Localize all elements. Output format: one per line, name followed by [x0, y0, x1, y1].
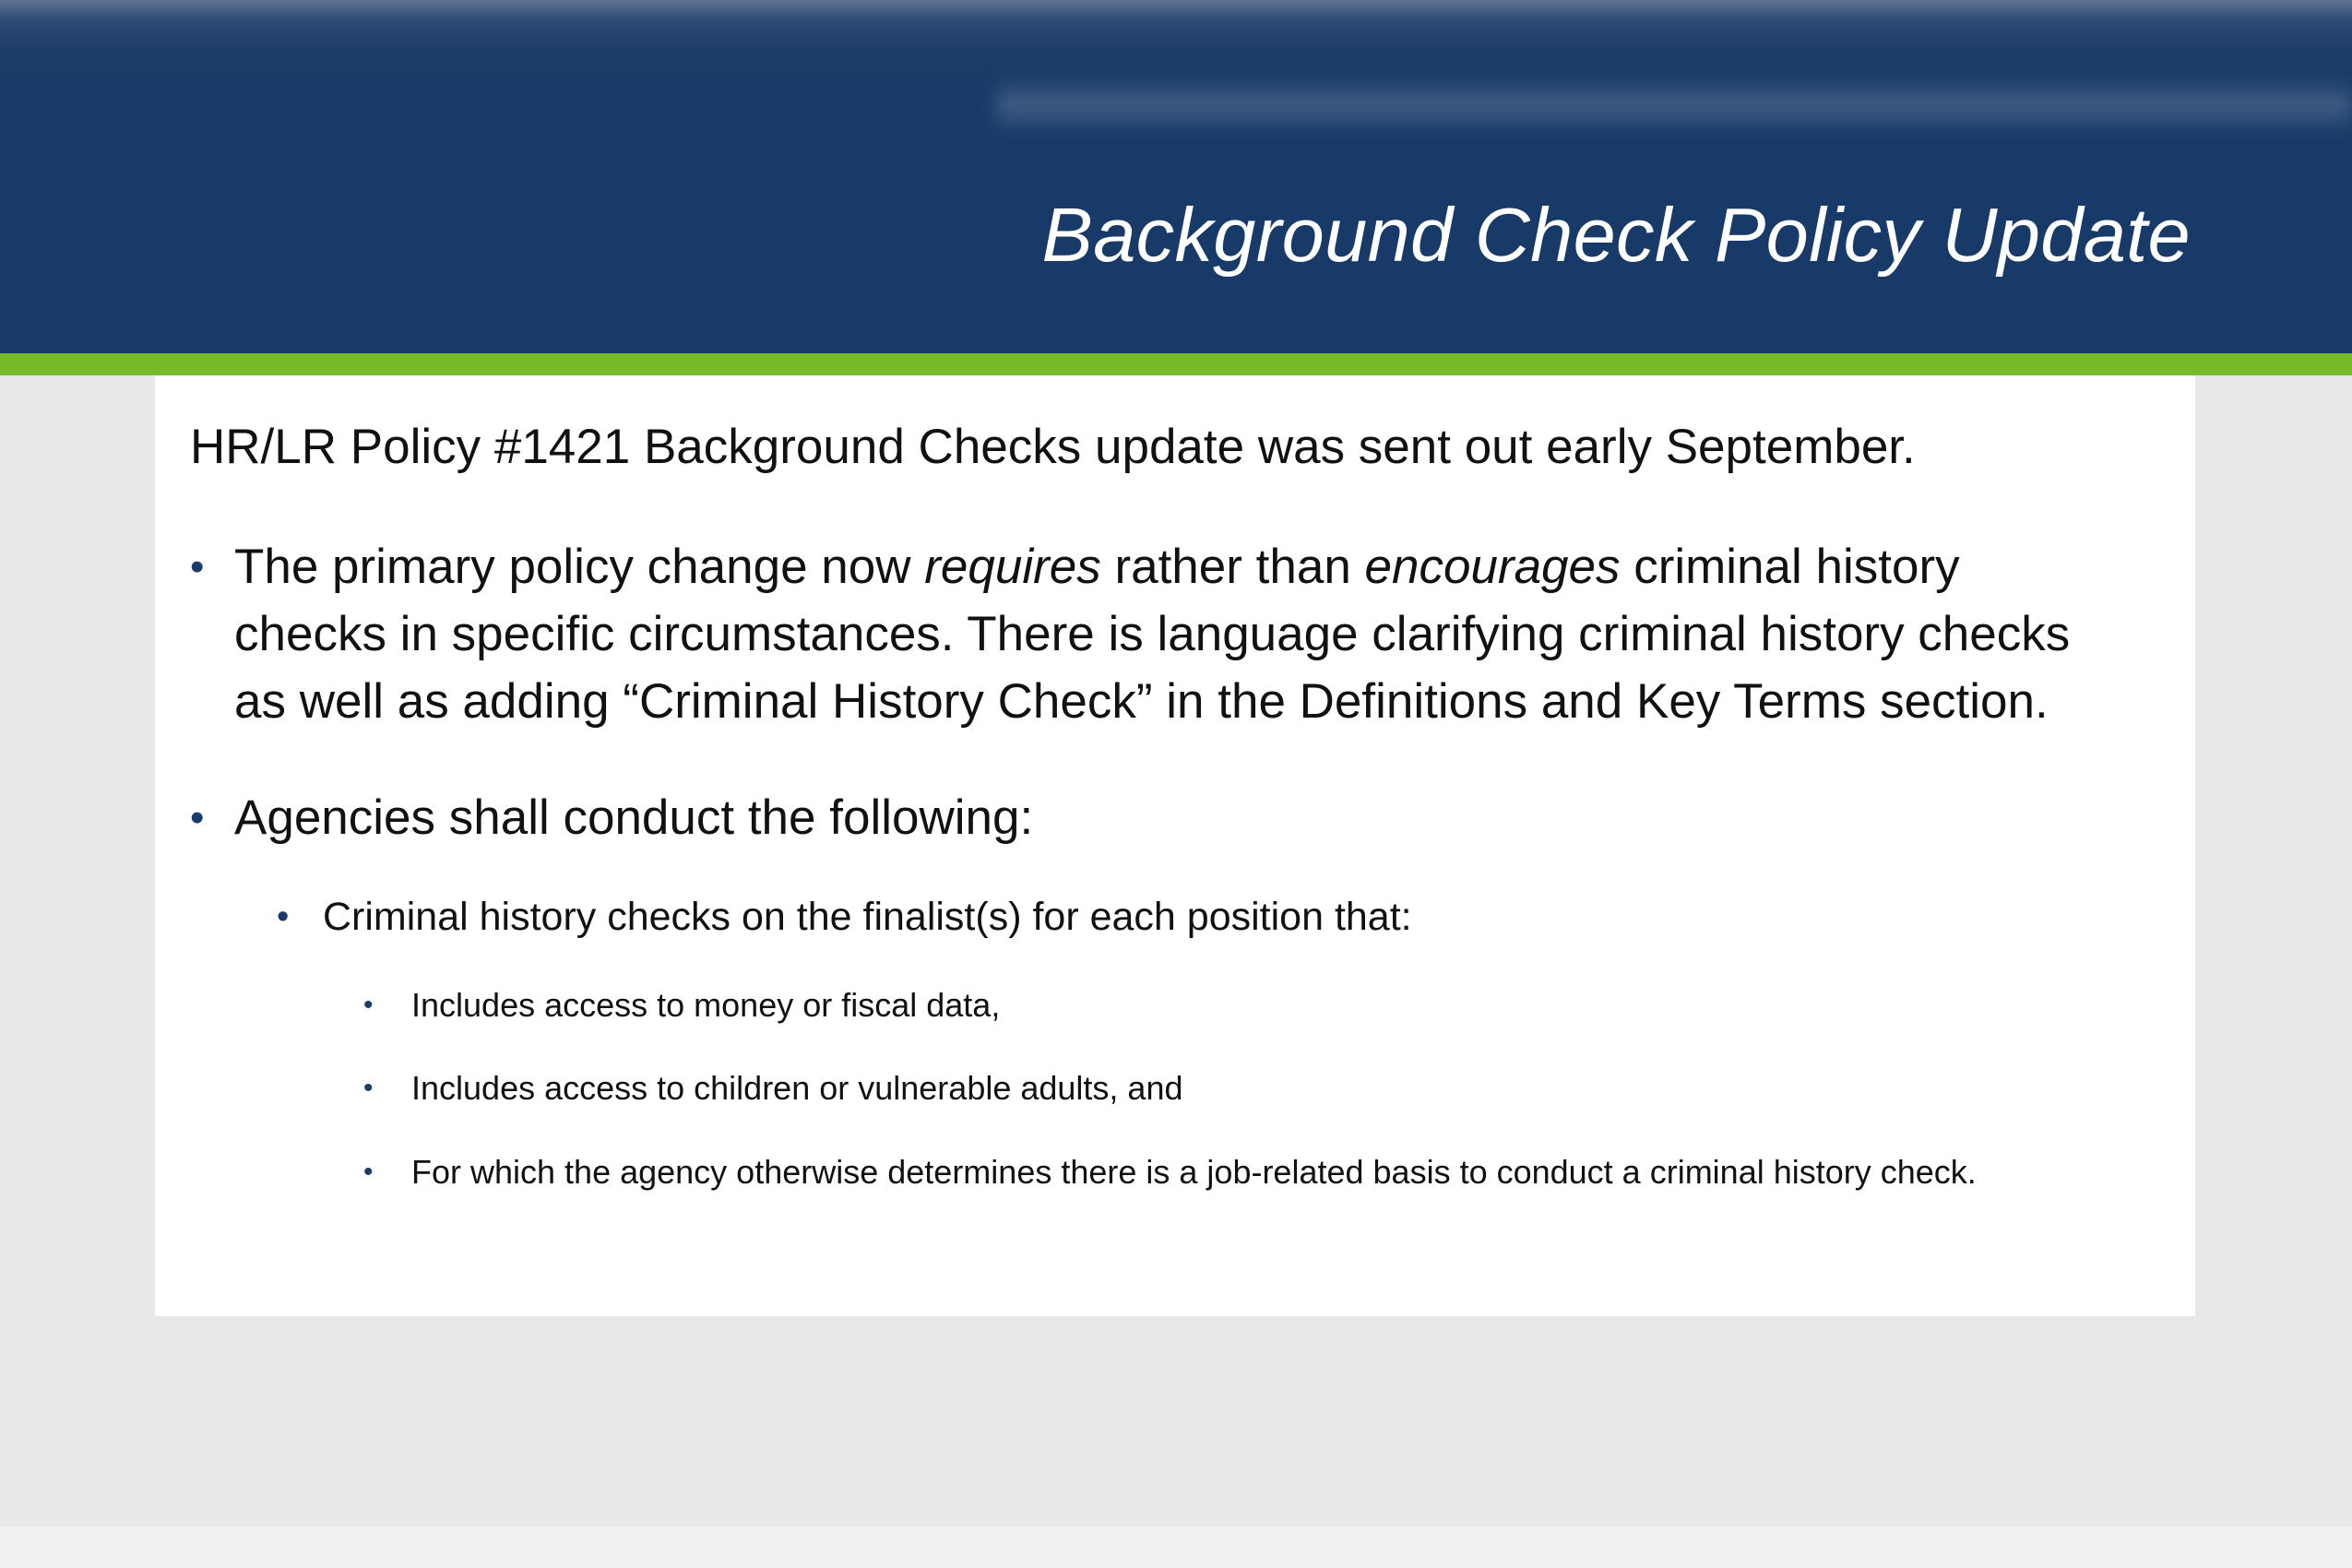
bullet-dot: • — [190, 544, 205, 589]
sub-bullet-criminal-history: Criminal history checks on the finalist(s) for each position that: — [323, 895, 1412, 939]
sub-bullet-dot: • — [277, 897, 290, 936]
green-accent-bar — [0, 353, 2352, 375]
emphasis-requires: requires — [924, 540, 1101, 594]
bottom-strip — [0, 1526, 2352, 1568]
text-segment: rather than — [1100, 540, 1365, 594]
bullet-line: as well as adding “Criminal History Check” in the Definitions and Key Terms section. — [234, 674, 2049, 729]
slide-content-card — [155, 375, 2195, 1316]
list-item-text: Includes access to children or vulnerable adults, and — [411, 1069, 1183, 1107]
bullet-line — [234, 533, 2180, 600]
slide-title: Background Check Policy Update — [1041, 192, 2191, 278]
intro-text: HR/LR Policy #1421 Background Checks update was sent out early September. — [190, 420, 1916, 474]
header-blurred-banner — [996, 78, 2352, 134]
emphasis-encourages: encourages — [1364, 540, 1621, 594]
text-segment: criminal history — [1620, 540, 1960, 594]
sub-sub-bullet-dot: • — [363, 1157, 374, 1187]
list-item-text: Includes access to money or fiscal data, — [411, 986, 1001, 1024]
bullet-policy-change — [234, 533, 2180, 735]
list-item-text: For which the agency otherwise determines there is a job-related basis to conduct a criminal history check. — [411, 1153, 1977, 1191]
bullet-dot: • — [190, 795, 205, 840]
sub-sub-bullet-dot: • — [363, 1073, 374, 1103]
bullet-agencies: Agencies shall conduct the following: — [234, 790, 1034, 845]
text-segment: The primary policy change now — [234, 540, 925, 594]
bullet-line: checks in specific circumstances. There is language clarifying criminal history checks — [234, 607, 2071, 661]
sub-sub-bullet-dot: • — [363, 990, 374, 1020]
header-band — [0, 0, 2352, 353]
